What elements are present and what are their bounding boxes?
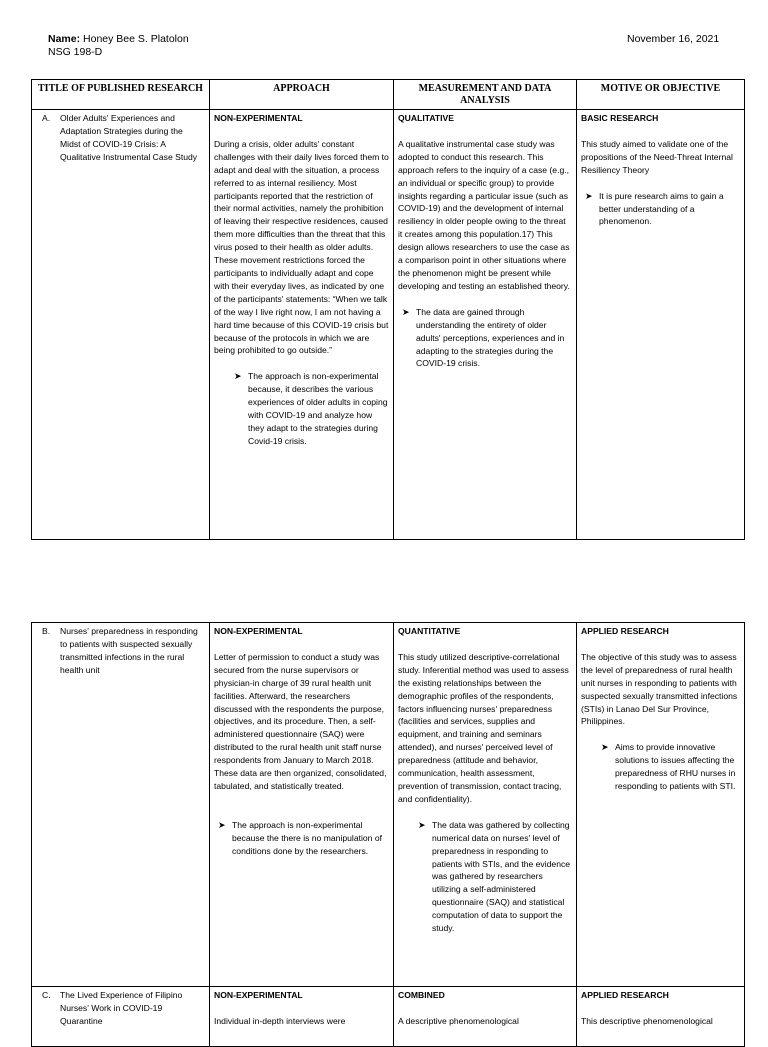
research-title: Older Adults' Experiences and Adaptation Strategies during the Midst of COVID-19 Crisis: A Qualitative Instrumental Case Study bbox=[60, 113, 198, 162]
name-label: Name: bbox=[48, 33, 81, 45]
arrow-bullet-icon: ➤ bbox=[585, 190, 593, 201]
measurement-bullet bbox=[418, 819, 572, 935]
approach-bullet bbox=[234, 370, 389, 447]
table-row bbox=[32, 987, 745, 1047]
measurement-label: QUALITATIVE bbox=[398, 113, 455, 123]
column-header-title: TITLE OF PUBLISHED RESEARCH bbox=[32, 80, 210, 110]
approach-bullet-text: The approach is non-experimental because the there is no manipulation of conditions done by the researchers. bbox=[232, 819, 383, 856]
approach-bullet-text: The approach is non-experimental because, it describes the various experiences of older adults in coping with COVID-19 and analyze how they adapt to the strategies during Covid-19 crisis. bbox=[248, 371, 388, 446]
approach-text: Individual in-depth interviews were bbox=[214, 1015, 346, 1026]
motive-bullet bbox=[601, 741, 740, 793]
approach-label: NON-EXPERIMENTAL bbox=[214, 626, 303, 636]
approach-label: NON-EXPERIMENTAL bbox=[214, 113, 303, 123]
research-table-page-2 bbox=[31, 622, 745, 1047]
title-cell bbox=[32, 623, 210, 987]
measurement-label: QUANTITATIVE bbox=[398, 626, 461, 636]
column-header-approach: APPROACH bbox=[210, 80, 394, 110]
course-code: NSG 198-D bbox=[48, 46, 103, 58]
table-row bbox=[32, 110, 745, 540]
arrow-bullet-icon: ➤ bbox=[601, 742, 609, 753]
research-title: The Lived Experience of Filipino Nurses' Work in COVID-19 Quarantine bbox=[60, 990, 183, 1026]
measurement-text: A descriptive phenomenological bbox=[398, 1015, 519, 1026]
row-letter: A. bbox=[42, 113, 51, 123]
student-name: Honey Bee S. Platolon bbox=[83, 33, 189, 45]
research-title: Nurses' preparedness in responding to patients with suspected sexually transmitted infections in the rural health unit bbox=[60, 626, 198, 675]
motive-label: APPLIED RESEARCH bbox=[581, 626, 669, 636]
motive-bullet bbox=[585, 190, 740, 229]
row-letter: C. bbox=[42, 990, 51, 1000]
column-header-motive: MOTIVE OR OBJECTIVE bbox=[577, 80, 745, 110]
approach-cell bbox=[210, 110, 394, 540]
motive-text: The objective of this study was to assess the level of preparedness of rural health unit nurses in responding to patients with suspected sexually transmitted infections (STIs) in Lanao Del Sur Province, Philippines. bbox=[581, 651, 738, 727]
row-letter: B. bbox=[42, 626, 51, 636]
measurement-cell bbox=[394, 623, 577, 987]
approach-label: NON-EXPERIMENTAL bbox=[214, 990, 303, 1000]
approach-text: Letter of permission to conduct a study was secured from the nurse supervisors or physician-in charge of 39 rural health unit facilities. Afterward, the researchers discussed with the respondents the purpose, objectives, and its procedure. Then, a self-administered questionnaire (SAQ) were distributed to the rural health unit staff nurse respondents from January to March 2018. These data are then organized, consolidated, tabulated, and statistically treated. bbox=[214, 651, 387, 791]
approach-cell bbox=[210, 623, 394, 987]
motive-text: This study aimed to validate one of the propositions of the Need-Threat Internal Resiliency Theory bbox=[581, 138, 733, 175]
measurement-text: A qualitative instrumental case study was adopted to conduct this research. This approach refers to the inquiry of a case (e.g., an individual or specific group) to provide insights regarding a particular issue (such as COVID-19) and the development of internal resiliency in older people owing to the threat it creates among this population.17) This design allows researchers to use the case as a comparison point in other situations where the phenomenon might be present while developing and testing an established theory. bbox=[398, 138, 570, 291]
table-row bbox=[32, 623, 745, 987]
measurement-cell bbox=[394, 987, 577, 1047]
measurement-label: COMBINED bbox=[398, 990, 445, 1000]
approach-bullet bbox=[218, 819, 389, 858]
motive-label: APPLIED RESEARCH bbox=[581, 990, 669, 1000]
arrow-bullet-icon: ➤ bbox=[418, 819, 426, 830]
title-cell bbox=[32, 110, 210, 540]
research-table-page-1 bbox=[31, 79, 745, 540]
column-header-measurement: MEASUREMENT AND DATA ANALYSIS bbox=[394, 80, 577, 110]
approach-text: During a crisis, older adults' constant challenges with their daily lives forced them to adapt and deal with the situation, a process referred to as internal resiliency. Most participants reported that the restriction of their normal activities, namely the prohibition of leaving their respective residences, caused them more difficulties than the threat that this virus posed to their health as older adults. These movement restrictions forced the participants to individually adapt and cope with their everyday lives, as indicated by one of the participants' statements: “When we talk of the way I live right now, I am not having a hard time because of this COVID-19 crisis but because of the protocols in which we are being prohibited to go outside.” bbox=[214, 138, 389, 356]
arrow-bullet-icon: ➤ bbox=[218, 819, 226, 830]
measurement-bullet-text: The data was gathered by collecting numerical data on nurses' level of preparedness in responding to patients with STIs, and the evidence was gathered by researchers utilizing a self-administered questionnaire (SAQ) and statistical computation of data to support the study. bbox=[432, 819, 571, 934]
measurement-text: This study utilized descriptive-correlational study. Inferential method was used to assess the existing relationships between the demographic profiles of the respondents, factors influencing nurses' preparedness (facilities and services, supplies and equipment, and training and seminars attended), and nurses' perceived level of preparedness (attitude and behavior, communication, health assessment, prevention of transmission, contact tracing, and confidentiality). bbox=[398, 651, 569, 804]
arrow-bullet-icon: ➤ bbox=[402, 306, 410, 317]
table-header-row bbox=[32, 80, 745, 110]
document-date: November 16, 2021 bbox=[627, 33, 720, 45]
motive-bullet-text: It is pure research aims to gain a better understanding of a phenomenon. bbox=[599, 190, 724, 227]
arrow-bullet-icon: ➤ bbox=[234, 371, 242, 382]
motive-label: BASIC RESEARCH bbox=[581, 113, 659, 123]
approach-cell bbox=[210, 987, 394, 1047]
measurement-bullet-text: The data are gained through understanding the entirety of older adults' perceptions, experiences and in adapting to the strategies during the COVID-19 crisis. bbox=[416, 306, 565, 369]
measurement-bullet bbox=[402, 306, 572, 371]
measurement-cell bbox=[394, 110, 577, 540]
motive-text: This descriptive phenomenological bbox=[581, 1015, 713, 1026]
title-cell bbox=[32, 987, 210, 1047]
motive-cell bbox=[577, 110, 745, 540]
motive-cell bbox=[577, 987, 745, 1047]
motive-cell bbox=[577, 623, 745, 987]
motive-bullet-text: Aims to provide innovative solutions to issues affecting the preparedness of RHU nurses in responding to patients with STI. bbox=[615, 742, 736, 792]
